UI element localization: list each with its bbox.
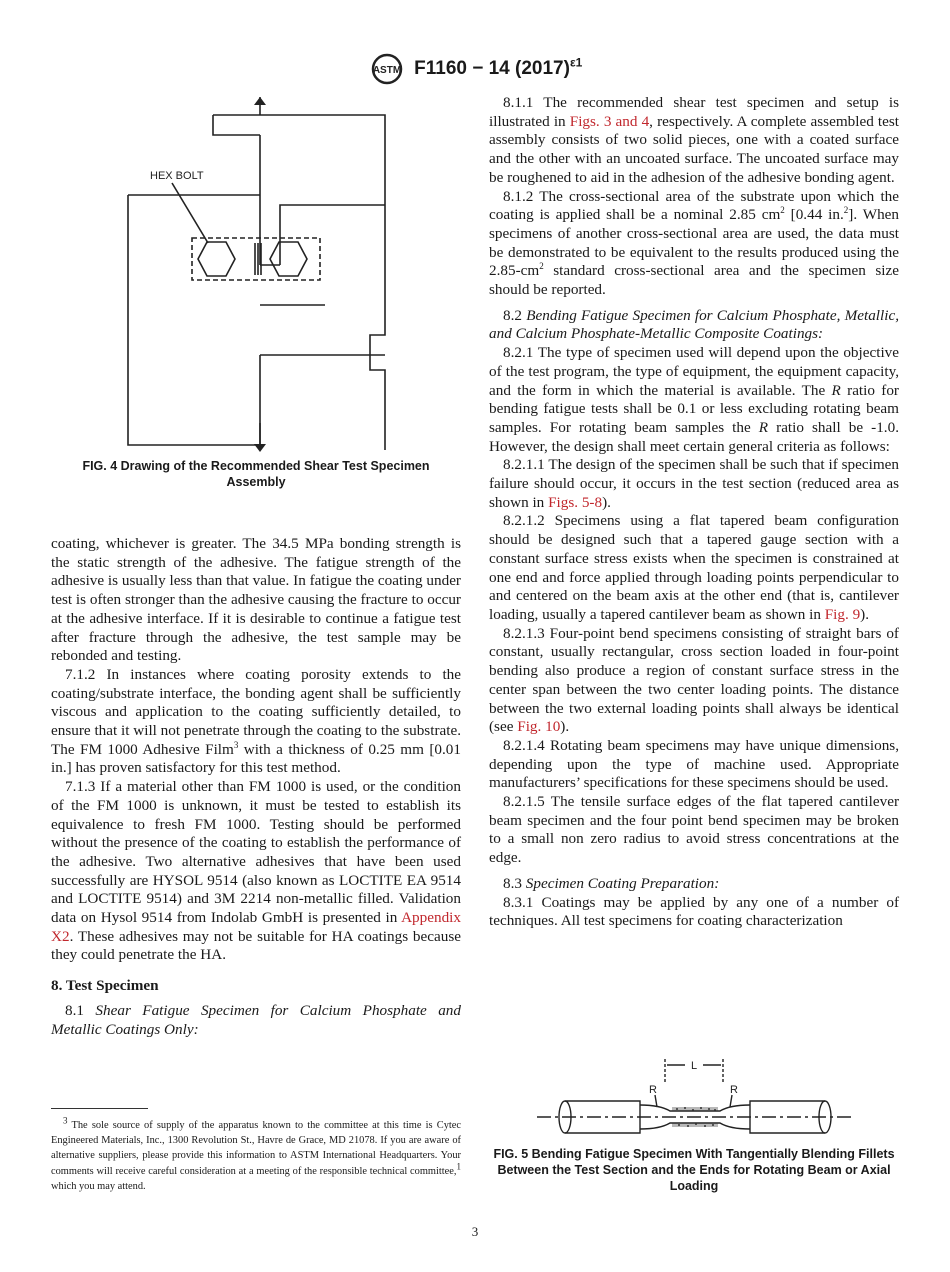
footnote-3: $^3$ The sole source of supply of the apparatus known to the committee at this time is Cytec Engineered Materials, Inc., 1300 Revolution St., Havre de Grace, MD 21078. If you are aware of alternative suppliers, please provide this information to ASTM International Headquarters. Your comments will receive careful consideration at a meeting of the responsible technical committee,$^1$ which you may attend. — [51, 1115, 461, 1192]
right-column — [489, 94, 899, 931]
paragraph-7-1-3: 7.1.3 If a material other than FM 1000 is used, or the condition of the FM 1000 is unknown, it must be tested to establish its equivalence to fresh FM 1000. Testing should be performed without the presence of the coating to establish the performance of the adhesive. Two alternative adhesives that have been used successfully are HYSOL 9514 (also known as LOCTITE EA 9514 and LOCTITE 9514) and 3M 2214 non-metallic filled. Validation data on Hysol 9514 from Indolab GmbH is presented in Appendix X2. These adhesives may not be suitable for HA coatings because they could penetrate the HA. — [51, 778, 461, 964]
figs-3-and-4-link[interactable]: Figs. 3 and 4 — [569, 112, 650, 130]
paragraph-8-1: 8.1 Shear Fatigue Specimen for Calcium Phosphate and Metallic Coatings Only: — [51, 1001, 461, 1038]
paragraph-8-3-1: 8.3.1 Coatings may be applied by any one of a number of techniques. All test specimens for coating characterization — [489, 893, 899, 930]
paragraph-8-2-1-4: 8.2.1.4 Rotating beam specimens may have unique dimensions, depending upon the type of machine used. Appropriate manufacturers’ specifications for these specimens should be used. — [489, 736, 899, 792]
footnote-divider — [51, 1108, 148, 1109]
epsilon-superscript: ε1 — [569, 55, 583, 70]
page-header — [0, 52, 950, 86]
paragraph-8-1-1: 8.1.1 The recommended shear test specimen and setup is illustrated in Figs. 3 and 4, respectively. A complete assembled test assembly consists of two solid pieces, one with a coated surface and the other with an uncoated surface. The uncoated surface may be roughened to aid in the adhesion of the adhesive bonding agent. — [489, 94, 899, 186]
appendix-x2-link[interactable]: Appendix X2 — [51, 909, 461, 945]
figure-5-bending-specimen-drawing — [535, 1055, 853, 1143]
logo-text: ASTM — [372, 65, 401, 76]
paragraph-8-2-1-1: 8.2.1.1 The design of the specimen shall be such that if specimen failure should occur, it occurs in the test section (reduced area as shown in Figs. 5-8). — [489, 456, 899, 511]
paragraph-8-2-1-5: 8.2.1.5 The tensile surface edges of the flat tapered cantilever beam specimen and the four point bend specimen may be broken to a small non zero radius to avoid stress concentrations at the edge. — [489, 793, 899, 867]
figure-4-caption: FIG. 4 Drawing of the Recommended Shear Test Specimen Assembly — [82, 459, 430, 489]
paragraph-7-1-2: 7.1.2 In instances where coating porosity extends to the coating/substrate interface, the bonding agent shall be sufficiently viscous and application to the coating sufficiently detailed, to ensure that it will not penetrate through the coating to the substrate. The FM 1000 Adhesive Film$^3$ with a thickness of 0.25 mm [0.01 in.] has proven satisfactory for this test method. — [51, 665, 461, 777]
paragraph-8-2-1-2: 8.2.1.2 Specimens using a flat tapered beam configuration should be designed such that a tapered gauge section with a constant surface stress exists when the specimen is constrained at one end and force applied through loading points perpendicular to and centered on the beam axis at the other end (that is, cantilever loading, usually a tapered cantilever beam as shown in Fig. 9). — [489, 512, 899, 623]
radius-right-label: R — [730, 1084, 738, 1096]
document-designation: F1160 − 14 $(2017)^{\varepsilon 1}$ — [414, 55, 583, 79]
paragraph-8-2: 8.2 Bending Fatigue Specimen for Calcium Phosphate, Metallic, and Calcium Phosphate-Metallic Composite Coatings: — [489, 306, 899, 343]
radius-left-label: R — [649, 1084, 657, 1096]
left-column — [51, 535, 461, 1039]
fig-9-link[interactable]: Fig. 9 — [824, 605, 861, 623]
dimension-L-label: L — [690, 1060, 698, 1072]
figure-4-shear-assembly-drawing — [120, 95, 400, 455]
hex-bolt-label: HEX BOLT — [150, 170, 204, 182]
paragraph-8-1-2: 8.1.2 The cross-sectional area of the substrate upon which the coating is applied shall be a nominal 2.85 $cm^2$ [0.44 in.$^2$]. When specimens of another cross-sectional area are used, the data must be demonstrated to be equivalent to the results produced using the $2.85-cm^2$ standard cross-sectional area and the specimen size should be reported. — [489, 187, 900, 299]
section-8-heading: 8. Test Specimen — [51, 977, 159, 995]
paragraph-7-1-1-cont: coating, whichever is greater. The 34.5 MPa bonding strength is the static strength of the adhesive. The fatigue strength of the adhesive is usually less than that value. In fatigue the coating under test is often stronger than the adhesive causing the fracture to occur at the adhesive interface. If it is desirable to continue a fatigue test after fracture through the adhesive, the test sample may be rebonded and testing. — [51, 535, 461, 665]
figs-5-8-link[interactable]: Figs. 5-8 — [548, 493, 603, 511]
figure-5-caption: FIG. 5 Bending Fatigue Specimen With Tangentially Blending Fillets Between the Test Section and the Ends for Rotating Beam or Axial Loading — [493, 1147, 895, 1193]
paragraph-8-2-1-3: 8.2.1.3 Four-point bend specimens consisting of straight bars of constant, usually rectangular, cross section loaded in four-point bending also produce a region of constant surface stress in the center span between the two center loading points. The distance between the two external loading points shall always be identical (see Fig. 10). — [489, 624, 899, 736]
fig-10-link[interactable]: Fig. 10 — [517, 718, 561, 736]
page-number: 3 — [471, 1224, 479, 1239]
astm-logo-icon — [368, 52, 406, 86]
paragraph-8-3: 8.3 Specimen Coating Preparation: — [503, 874, 720, 892]
paragraph-8-2-1: 8.2.1 The type of specimen used will depend upon the objective of the test program, the type of equipment, the equipment capacity, and the form in which the material is available. The R ratio for bending fatigue tests shall be 0.1 or less excluding rotating beam samples. For rotating beam samples the R ratio shall be -1.0. However, the design shall meet certain general criteria as follows: — [489, 344, 899, 455]
